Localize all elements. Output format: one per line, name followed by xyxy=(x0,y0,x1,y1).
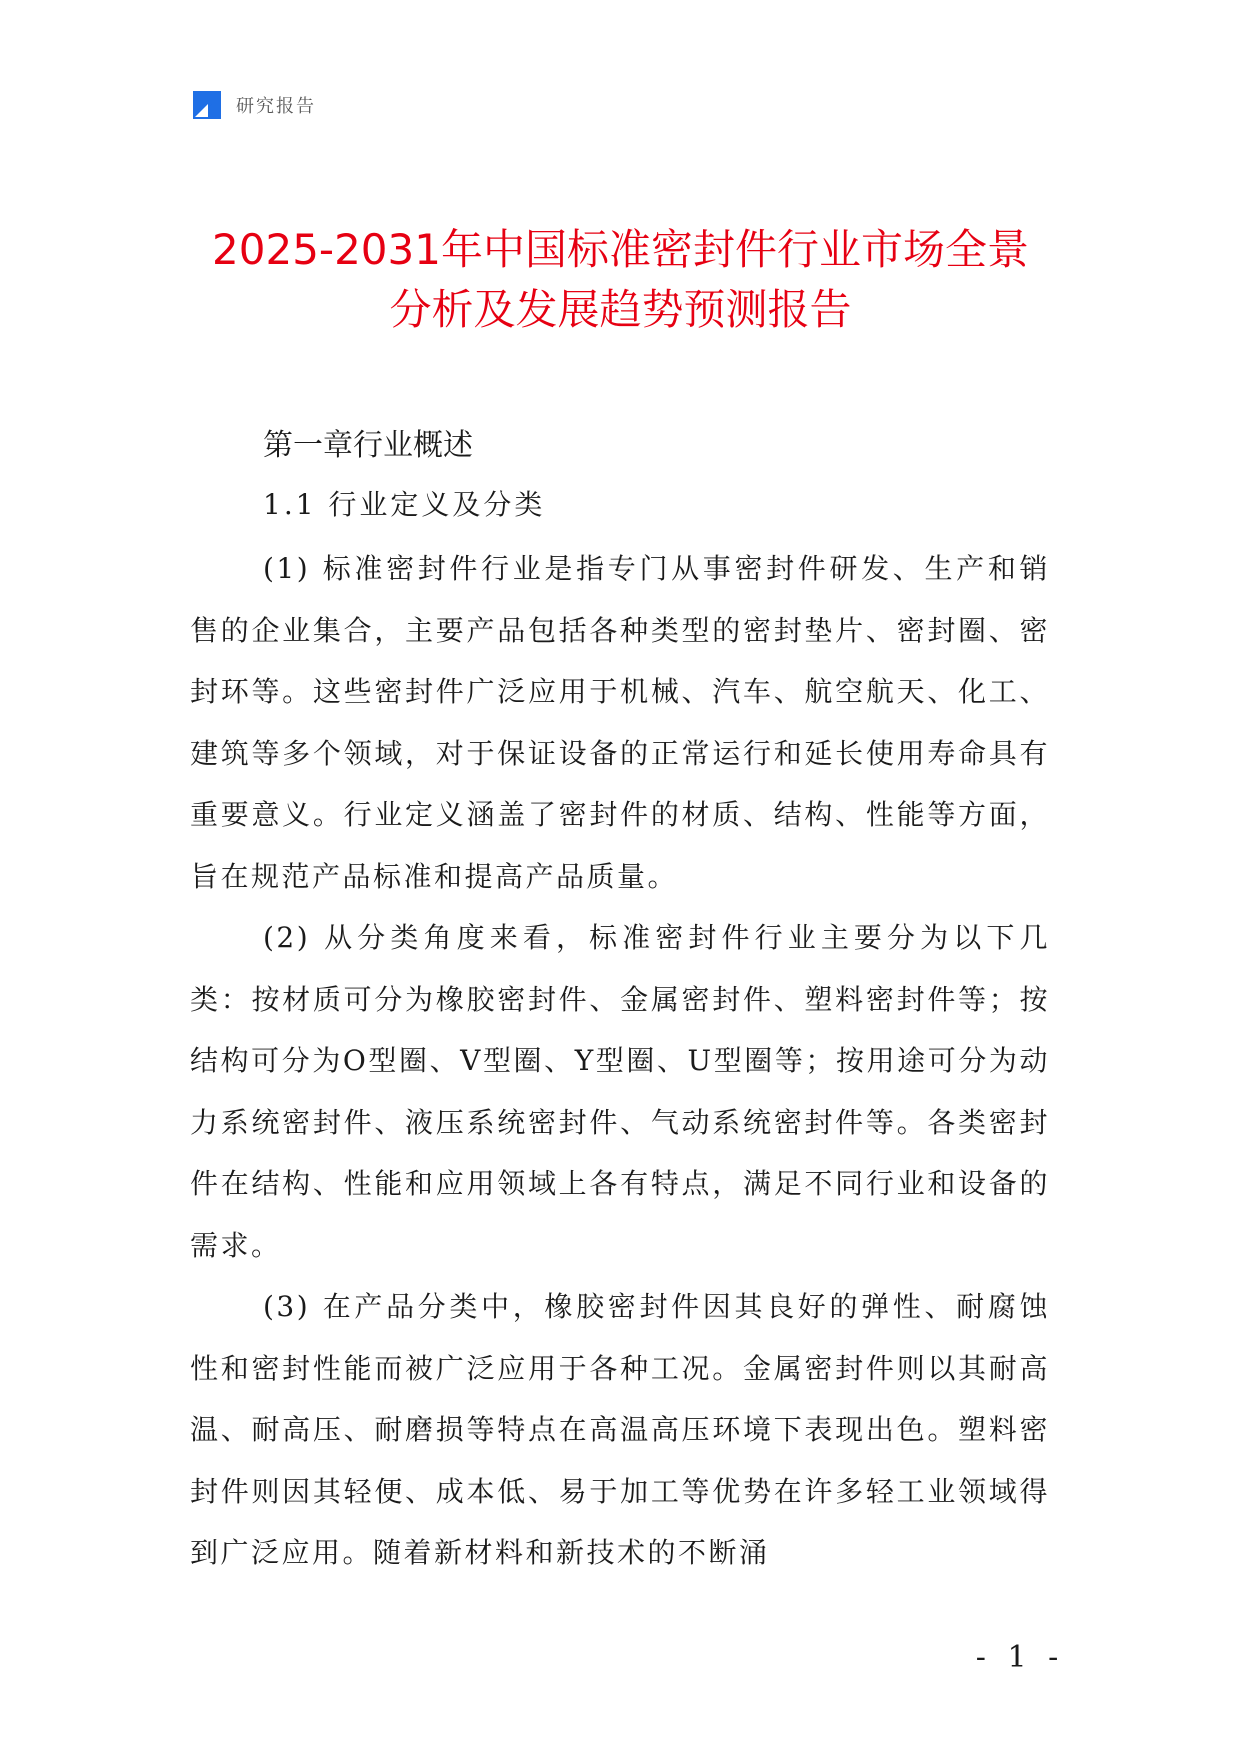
title-line-1: 2025-2031年中国标准密封件行业市场全景 xyxy=(212,225,1029,274)
title-line-2: 分析及发展趋势预测报告 xyxy=(389,285,852,334)
paragraph-1: (1) 标准密封件行业是指专门从事密封件研发、生产和销售的企业集合，主要产品包括各种类型的密封垫片、密封圈、密封环等。这些密封件广泛应用于机械、汽车、航空航天、化工、建筑等多个领域，对于保证设备的正常运行和延长使用寿命具有重要意义。行业定义涵盖了密封件的材质、结构、性能等方面，旨在规范产品标准和提高产品质量。 xyxy=(190,552,1050,893)
arrow-up-right-icon xyxy=(190,88,224,122)
section-heading: 1.1 行业定义及分类 xyxy=(263,488,546,521)
body-text xyxy=(190,538,1050,1584)
page-number: - 1 - xyxy=(975,1640,1065,1675)
report-title xyxy=(150,220,1091,340)
paragraph-3: (3) 在产品分类中，橡胶密封件因其良好的弹性、耐腐蚀性和密封性能而被广泛应用于各种工况。金属密封件则以其耐高温、耐高压、耐磨损等特点在高温高压环境下表现出色。塑料密封件则因其轻便、成本低、易于加工等优势在许多轻工业领域得到广泛应用。随着新材料和新技术的不断涌 xyxy=(190,1290,1050,1569)
header-label: 研究报告 xyxy=(236,96,316,117)
report-header xyxy=(190,88,316,122)
chapter-heading: 第一章行业概述 xyxy=(263,428,473,463)
paragraph-2: (2) 从分类角度来看，标准密封件行业主要分为以下几类：按材质可分为橡胶密封件、金属密封件、塑料密封件等；按结构可分为O型圈、V型圈、Y型圈、U型圈等；按用途可分为动力系统密封件、液压系统密封件、气动系统密封件等。各类密封件在结构、性能和应用领域上各有特点，满足不同行业和设备的需求。 xyxy=(190,921,1050,1262)
